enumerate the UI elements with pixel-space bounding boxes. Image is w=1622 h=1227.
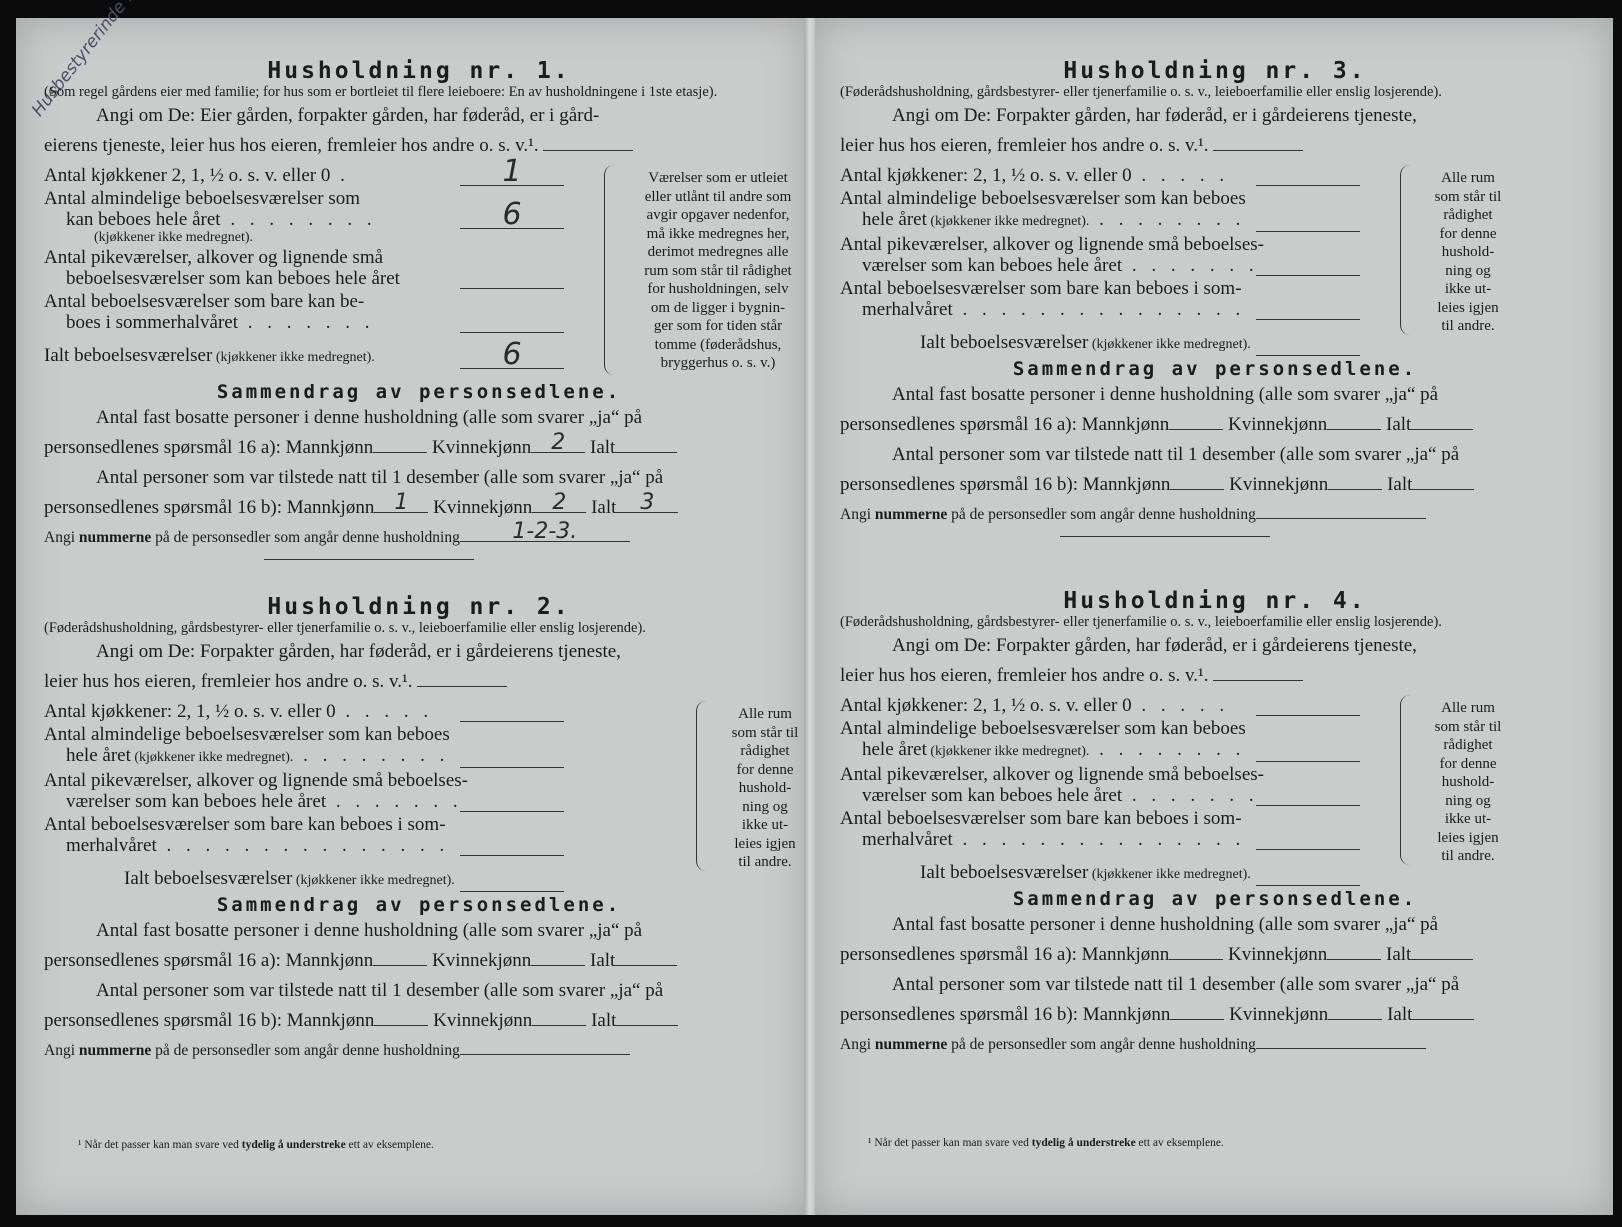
side-note-line: Alle rum <box>1441 170 1495 186</box>
s16b-intro: Antal personer som var tilstede natt til 1 desember (alle som svarer „ja“ på <box>892 974 1460 995</box>
leader-dots: . . . . . . . . . . . . . . . <box>952 829 1246 850</box>
s16a-intro: Antal fast bosatte personer i denne husholdning (alle som svarer „ja“ på <box>892 384 1439 405</box>
side-note-line: for husholdningen, selv <box>647 281 789 297</box>
numbers-field[interactable] <box>1256 1030 1426 1049</box>
leader-dots: . . . . . <box>335 701 434 722</box>
s16b-mann-field[interactable] <box>1170 1001 1224 1020</box>
s16b-intro: Antal personer som var tilstede natt til 1 desember (alle som svarer „ja“ på <box>892 444 1460 465</box>
side-note <box>1400 699 1522 866</box>
room-row-label: Antal kjøkkener: 2, 1, ½ o. s. v. eller 0 . . . . . <box>840 165 1230 186</box>
room-row-label: Antal kjøkkener 2, 1, ½ o. s. v. eller 0 . <box>44 165 350 186</box>
side-note-line: avgir opgaver nedenfor, <box>646 207 790 223</box>
room-row-sub: (kjøkkener ikke medregnet). <box>926 744 1090 759</box>
side-note-line: som står til <box>731 724 799 741</box>
s16a-ialt-field[interactable] <box>615 947 677 966</box>
s16a-ialt-field[interactable] <box>1411 941 1473 960</box>
side-note-line: leies igjen <box>1437 299 1499 316</box>
numbers-field[interactable]: 1-2-3. <box>460 523 630 542</box>
household-1 <box>44 58 794 568</box>
room-row-label: Antal beboelsesværelser som bare kan beboes i som- <box>44 814 446 835</box>
room-count-field[interactable] <box>1256 715 1360 716</box>
household-description: (Som regel gårdens eier med familie; for hus som er bortleiet til flere leieboere: En av husholdningene i 1ste etasje). <box>44 84 718 100</box>
section-divider <box>1060 536 1270 537</box>
status-answer-field[interactable] <box>1213 662 1303 681</box>
room-count-field[interactable] <box>1256 275 1360 276</box>
household-heading: Husholdning nr. 2. <box>267 594 571 620</box>
side-note-line: for denne <box>736 761 794 778</box>
room-row <box>44 188 564 247</box>
room-row <box>44 291 564 335</box>
numbers-line: Angi nummerne på de personsedler som angår denne husholdning <box>44 1036 794 1064</box>
numbers-field[interactable] <box>1256 500 1426 519</box>
room-count-field[interactable] <box>460 767 564 768</box>
leader-dots: . <box>330 165 350 186</box>
leader-dots: . . . . . . . . <box>293 745 450 766</box>
room-count-field[interactable] <box>1256 319 1360 320</box>
side-note-line: hushold- <box>738 780 792 796</box>
total-rooms-row: Ialt beboelsesværelser (kjøkkener ikke medregnet). 6 <box>44 343 564 371</box>
side-note-line: som står til <box>1434 718 1502 735</box>
leader-dots: . . . . . . . <box>326 791 463 812</box>
leader-dots: . . . . . . . <box>1122 255 1259 276</box>
room-row <box>44 247 564 291</box>
room-row-label: Antal beboelsesværelser som bare kan be- <box>44 291 365 312</box>
s16a-line: personsedlenes spørsmål 16 a): Mannkjønn Kvinnekjønn 2 Ialt <box>44 433 794 463</box>
s16b-ialt-field[interactable] <box>616 1007 678 1026</box>
room-row-label-cont: merhalvåret . . . . . . . . . . . . . . . <box>66 835 450 856</box>
room-row-label: Antal pikeværelser, alkover og lignende små beboelses- <box>840 764 1264 785</box>
s16a-kvinne-field[interactable] <box>1327 941 1381 960</box>
room-row-label: Antal pikeværelser, alkover og lignende små <box>44 247 384 268</box>
rooms-rows <box>44 154 564 372</box>
side-note-line: rådighet <box>740 743 790 759</box>
side-note-line: bryggerhus o. s. v.) <box>660 355 776 371</box>
side-note-line: derimot medregnes alle <box>647 244 789 260</box>
side-note-line: ikke ut- <box>1444 811 1492 827</box>
side-note-line: leies igjen <box>734 835 796 852</box>
side-note <box>696 705 820 872</box>
rooms-block <box>840 695 1590 888</box>
side-note-line: for denne <box>1439 225 1497 242</box>
handwritten-value: 6 <box>502 197 522 232</box>
side-note-line: rådighet <box>1443 207 1493 223</box>
room-count-field[interactable] <box>460 154 564 189</box>
rooms-rows <box>44 701 564 894</box>
room-row-label: Antal kjøkkener: 2, 1, ½ o. s. v. eller 0 . . . . . <box>840 695 1230 716</box>
room-row-label: Antal pikeværelser, alkover og lignende små beboelses- <box>44 770 468 791</box>
s16b-kvinne-field[interactable] <box>1328 1001 1382 1020</box>
numbers-field[interactable] <box>460 1036 630 1055</box>
s16b-intro: Antal personer som var tilstede natt til 1 desember (alle som svarer „ja“ på <box>96 467 664 488</box>
s16b-mann-field[interactable] <box>1170 471 1224 490</box>
household-heading: Husholdning nr. 1. <box>267 58 571 84</box>
s16a-line: personsedlenes spørsmål 16 a): Mannkjønn Kvinnekjønn Ialt <box>840 410 1590 440</box>
side-note-line: ning og <box>1445 262 1491 279</box>
room-row-sub: (kjøkkener ikke medregnet). <box>926 214 1090 229</box>
footnote-left: ¹ Når det passer kan man svare ved tydelig å understreke ett av eksemplene. <box>78 1139 434 1151</box>
s16a-intro: Antal fast bosatte personer i denne husholdning (alle som svarer „ja“ på <box>96 407 643 428</box>
total-rooms-field[interactable] <box>460 891 564 892</box>
s16b-kvinne-field[interactable]: 2 <box>532 494 586 513</box>
rooms-rows <box>840 165 1360 358</box>
s16a-mann-field[interactable] <box>1169 411 1223 430</box>
room-row-label-cont: kan beboes hele året . . . . . . . . <box>66 209 377 230</box>
side-note-line: eller utlånt til andre som <box>644 188 792 205</box>
total-rooms-field[interactable] <box>1256 355 1360 356</box>
summary-title: Sammendrag av personsedlene. <box>1012 888 1418 910</box>
room-row-label: Antal beboelsesværelser som bare kan beboes i som- <box>840 808 1242 829</box>
numbers-line: Angi nummerne på de personsedler som angår denne husholdning <box>840 500 1590 528</box>
side-note <box>604 169 818 373</box>
s16b-kvinne-field[interactable] <box>532 1007 586 1026</box>
status-question-line-2: eierens tjeneste, leier hus hos eieren, fremleier hos andre o. s. v.¹. <box>44 131 794 161</box>
s16b-line: personsedlenes spørsmål 16 b): Mannkjønn Kvinnekjønn Ialt <box>840 1000 1590 1030</box>
room-row-label-cont: hele året (kjøkkener ikke medregnet). . . . . . . . . <box>862 209 1246 230</box>
s16b-ialt-field[interactable]: 3 <box>616 494 678 513</box>
side-note-line: ning og <box>1445 792 1491 809</box>
room-count-field[interactable] <box>1256 849 1360 850</box>
room-row-label: Antal almindelige beboelsesværelser som <box>44 188 361 209</box>
status-question-line-1: Angi om De: Eier gården, forpakter gården, har føderåd, er i gård- <box>96 105 600 126</box>
room-row <box>840 234 1360 278</box>
household-description: (Føderådshusholdning, gårdsbestyrer- eller tjenerfamilie o. s. v., leieboerfamilie eller enslig losjerende). <box>44 620 646 636</box>
status-question-line-2: leier hus hos eieren, fremleier hos andre o. s. v.¹. <box>44 667 794 697</box>
s16b-line: personsedlenes spørsmål 16 b): Mannkjønn Kvinnekjønn Ialt <box>44 1006 794 1036</box>
leader-dots: . . . . . <box>1131 695 1230 716</box>
leader-dots: . . . . . . . . <box>1089 209 1246 230</box>
room-row-label-cont: hele året (kjøkkener ikke medregnet). . . . . . . . . <box>66 745 450 766</box>
household-heading: Husholdning nr. 4. <box>1063 588 1367 614</box>
summary-title: Sammendrag av personsedlene. <box>216 894 622 916</box>
status-question-line-1: Angi om De: Forpakter gården, har føderåd, er i gårdeierens tjeneste, <box>96 641 621 662</box>
leader-dots: . . . . . . . . <box>220 209 377 230</box>
summary-title: Sammendrag av personsedlene. <box>1012 358 1418 380</box>
room-row-label-cont: beboelsesværelser som kan beboes hele året <box>66 268 400 289</box>
room-row <box>840 764 1360 808</box>
side-note-line: som står til <box>1434 188 1502 205</box>
side-note-line: må ikke medregnes her, <box>646 225 790 242</box>
room-row-sub: (kjøkkener ikke medregnet). <box>94 230 253 245</box>
s16a-mann-field[interactable] <box>1169 941 1223 960</box>
side-note-line: til andre. <box>1441 848 1495 864</box>
leader-dots: . . . . . . . <box>238 312 375 333</box>
room-count-field[interactable] <box>460 855 564 856</box>
total-rooms-field[interactable]: 6 <box>460 368 564 369</box>
total-rooms-row: Ialt beboelsesværelser (kjøkkener ikke medregnet). <box>44 866 564 894</box>
side-note-line: hushold- <box>1441 244 1495 260</box>
rooms-block <box>44 154 794 381</box>
side-note-line: ikke ut- <box>1444 281 1492 297</box>
room-row <box>44 154 564 189</box>
side-note <box>1400 169 1522 336</box>
leader-dots: . . . . . . . . <box>1089 739 1246 760</box>
s16a-kvinne-field[interactable]: 2 <box>531 434 585 453</box>
room-count-field[interactable] <box>460 288 564 289</box>
side-note-line: for denne <box>1439 755 1497 772</box>
s16a-mann-field[interactable] <box>373 947 427 966</box>
rooms-block <box>840 165 1590 358</box>
room-row-label-cont: merhalvåret . . . . . . . . . . . . . . . <box>862 299 1246 320</box>
total-rooms-field[interactable] <box>1256 885 1360 886</box>
s16b-intro: Antal personer som var tilstede natt til 1 desember (alle som svarer „ja“ på <box>96 980 664 1001</box>
leader-dots: . . . . . . . . . . . . . . . <box>156 835 450 856</box>
room-row <box>44 701 564 724</box>
s16a-line: personsedlenes spørsmål 16 a): Mannkjønn Kvinnekjønn Ialt <box>840 940 1590 970</box>
numbers-line: Angi nummerne på de personsedler som angår denne husholdning 1-2-3. <box>44 523 794 551</box>
room-row-label-cont: værelser som kan beboes hele året . . . . . . . <box>862 255 1259 276</box>
side-note-line: Alle rum <box>738 706 792 722</box>
s16a-kvinne-field[interactable] <box>531 947 585 966</box>
side-note-line: tomme (føderådshus, <box>654 336 782 353</box>
room-row-label-cont: hele året (kjøkkener ikke medregnet). . . . . . . . . <box>862 739 1246 760</box>
room-row-label: Antal almindelige beboelsesværelser som kan beboes <box>840 188 1246 209</box>
side-note-line: rådighet <box>1443 737 1493 753</box>
room-row-label-cont: merhalvåret . . . . . . . . . . . . . . . <box>862 829 1246 850</box>
side-note-line: leies igjen <box>1437 829 1499 846</box>
s16b-kvinne-field[interactable] <box>1328 471 1382 490</box>
s16b-ialt-field[interactable] <box>1412 1001 1474 1020</box>
s16b-mann-field[interactable]: 1 <box>374 494 428 513</box>
side-note-line: til andre. <box>1441 318 1495 334</box>
footnote-right: ¹ Når det passer kan man svare ved tydelig å understreke ett av eksemplene. <box>868 1137 1224 1149</box>
room-count-field[interactable] <box>460 197 564 232</box>
s16b-line: personsedlenes spørsmål 16 b): Mannkjønn Kvinnekjønn Ialt <box>840 470 1590 500</box>
room-row-label: Antal pikeværelser, alkover og lignende små beboelses- <box>840 234 1264 255</box>
handwritten-value: 1 <box>502 154 522 189</box>
total-rooms-row: Ialt beboelsesværelser (kjøkkener ikke medregnet). <box>840 860 1360 888</box>
s16a-intro: Antal fast bosatte personer i denne husholdning (alle som svarer „ja“ på <box>892 914 1439 935</box>
room-row <box>840 718 1360 764</box>
rooms-block <box>44 701 799 894</box>
s16a-line: personsedlenes spørsmål 16 a): Mannkjønn Kvinnekjønn Ialt <box>44 946 794 976</box>
s16b-ialt-field[interactable] <box>1412 471 1474 490</box>
side-note-line: om de ligger i bygnin- <box>650 299 786 316</box>
room-row-label-cont: værelser som kan beboes hele året . . . . . . . <box>66 791 463 812</box>
s16a-mann-field[interactable] <box>373 434 427 453</box>
side-note-line: ning og <box>742 798 788 815</box>
room-row <box>44 814 564 858</box>
leader-dots: . . . . . . . . . . . . . . . <box>952 299 1246 320</box>
room-count-field[interactable] <box>460 811 564 812</box>
room-row-label: Antal beboelsesværelser som bare kan beboes i som- <box>840 278 1242 299</box>
household-3 <box>840 58 1590 545</box>
status-question-line-2: leier hus hos eieren, fremleier hos andre o. s. v.¹. <box>840 131 1590 161</box>
status-question-line-1: Angi om De: Forpakter gården, har føderåd, er i gårdeierens tjeneste, <box>892 635 1417 656</box>
side-note-line: Alle rum <box>1441 700 1495 716</box>
status-answer-field[interactable] <box>1213 132 1303 151</box>
room-row <box>840 165 1360 188</box>
room-row <box>44 724 564 770</box>
household-4 <box>840 588 1590 1058</box>
status-answer-field[interactable] <box>543 132 633 151</box>
total-rooms-row: Ialt beboelsesværelser (kjøkkener ikke medregnet). <box>840 330 1360 358</box>
room-row <box>840 808 1360 852</box>
status-answer-field[interactable] <box>417 668 507 687</box>
room-row-label-cont: boes i sommerhalvåret . . . . . . . <box>66 312 375 333</box>
room-row-label-cont: værelser som kan beboes hele året . . . . . . . <box>862 785 1259 806</box>
room-count-field[interactable] <box>1256 231 1360 232</box>
summary-title: Sammendrag av personsedlene. <box>216 381 622 403</box>
section-divider <box>264 559 474 560</box>
leader-dots: . . . . . . . <box>1122 785 1259 806</box>
room-count-field[interactable] <box>1256 185 1360 186</box>
room-count-field[interactable] <box>460 332 564 333</box>
room-row-label: Antal almindelige beboelsesværelser som kan beboes <box>840 718 1246 739</box>
side-note-line: rum som står til rådighet <box>644 262 792 279</box>
room-row <box>840 188 1360 234</box>
room-count-field[interactable] <box>1256 805 1360 806</box>
room-row-label: Antal almindelige beboelsesværelser som kan beboes <box>44 724 450 745</box>
room-row-sub: (kjøkkener ikke medregnet). <box>130 750 294 765</box>
numbers-line: Angi nummerne på de personsedler som angår denne husholdning <box>840 1030 1590 1058</box>
household-heading: Husholdning nr. 3. <box>1063 58 1367 84</box>
room-row <box>840 278 1360 322</box>
side-note-line: ger som for tiden står <box>653 318 783 334</box>
room-count-field[interactable] <box>1256 761 1360 762</box>
room-row <box>840 695 1360 718</box>
side-note-line: hushold- <box>1441 774 1495 790</box>
room-count-field[interactable] <box>460 721 564 722</box>
side-note-line: ikke ut- <box>741 817 789 833</box>
rooms-rows <box>840 695 1360 888</box>
s16b-line: personsedlenes spørsmål 16 b): Mannkjønn 1 Kvinnekjønn 2 Ialt 3 <box>44 493 794 523</box>
side-note-line: til andre. <box>738 854 792 870</box>
s16b-mann-field[interactable] <box>374 1007 428 1026</box>
status-question-line-1: Angi om De: Forpakter gården, har føderåd, er i gårdeierens tjeneste, <box>892 105 1417 126</box>
household-description: (Føderådshusholdning, gårdsbestyrer- eller tjenerfamilie o. s. v., leieboerfamilie eller enslig losjerende). <box>840 614 1442 630</box>
household-description: (Føderådshusholdning, gårdsbestyrer- eller tjenerfamilie o. s. v., leieboerfamilie eller enslig losjerende). <box>840 84 1442 100</box>
room-row <box>44 770 564 814</box>
s16a-ialt-field[interactable] <box>615 434 677 453</box>
s16a-ialt-field[interactable] <box>1411 411 1473 430</box>
household-2 <box>44 594 799 1064</box>
s16a-kvinne-field[interactable] <box>1327 411 1381 430</box>
leader-dots: . . . . . <box>1131 165 1230 186</box>
side-note-line: Værelser som er utleiet <box>648 170 788 186</box>
status-question-line-2: leier hus hos eieren, fremleier hos andre o. s. v.¹. <box>840 661 1590 691</box>
s16a-intro: Antal fast bosatte personer i denne husholdning (alle som svarer „ja“ på <box>96 920 643 941</box>
room-row-label: Antal kjøkkener: 2, 1, ½ o. s. v. eller 0 . . . . . <box>44 701 434 722</box>
